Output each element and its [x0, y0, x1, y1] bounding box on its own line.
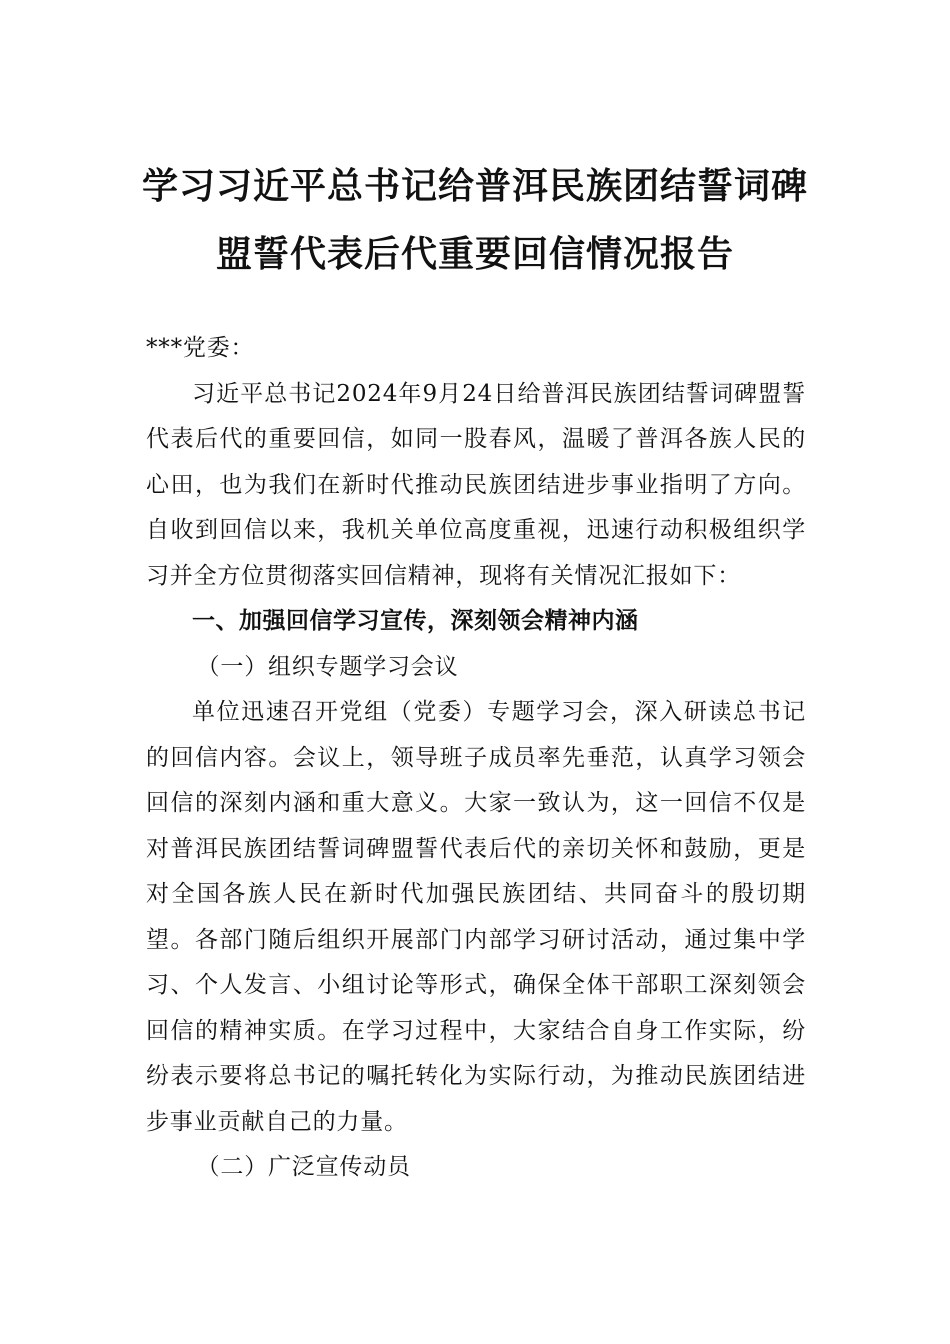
intro-paragraph: 习近平总书记2024年9月24日给普洱民族团结誓词碑盟誓代表后代的重要回信，如同一股春风，温暖了普洱各族人民的心田，也为我们在新时代推动民族团结进步事业指明了方向。自收到回信以来，我机关单位高度重视，迅速行动积极组织学习并全方位贯彻落实回信精神，现将有关情况汇报如下：: [146, 380, 806, 589]
subsection-1-paragraph: 单位迅速召开党组（党委）专题学习会，深入研读总书记的回信内容。会议上，领导班子成员率先垂范，认真学习领会回信的深刻内涵和重大意义。大家一致认为，这一回信不仅是对普洱民族团结誓词碑盟誓代表后代的亲切关怀和鼓励，更是对全国各族人民在新时代加强民族团结、共同奋斗的殷切期望。各部门随后组织开展部门内部学习研讨活动，通过集中学习、个人发言、小组讨论等形式，确保全体干部职工深刻领会回信的精神实质。在学习过程中，大家结合自身工作实际，纷纷表示要将总书记的嘱托转化为实际行动，为推动民族团结进步事业贡献自己的力量。: [146, 699, 806, 1135]
subsection-1-heading: （一）组织专题学习会议: [196, 653, 459, 680]
document-title-line-2: 盟誓代表后代重要回信情况报告: [215, 233, 734, 275]
document-title-line-1: 学习习近平总书记给普洱民族团结誓词碑: [141, 165, 808, 207]
salutation: ***党委：: [146, 335, 255, 361]
document-body: [146, 326, 806, 1191]
section-1-heading: 一、加强回信学习宣传，深刻领会精神内涵: [192, 608, 639, 634]
subsection-2-heading: （二）广泛宣传动员: [196, 1154, 411, 1180]
